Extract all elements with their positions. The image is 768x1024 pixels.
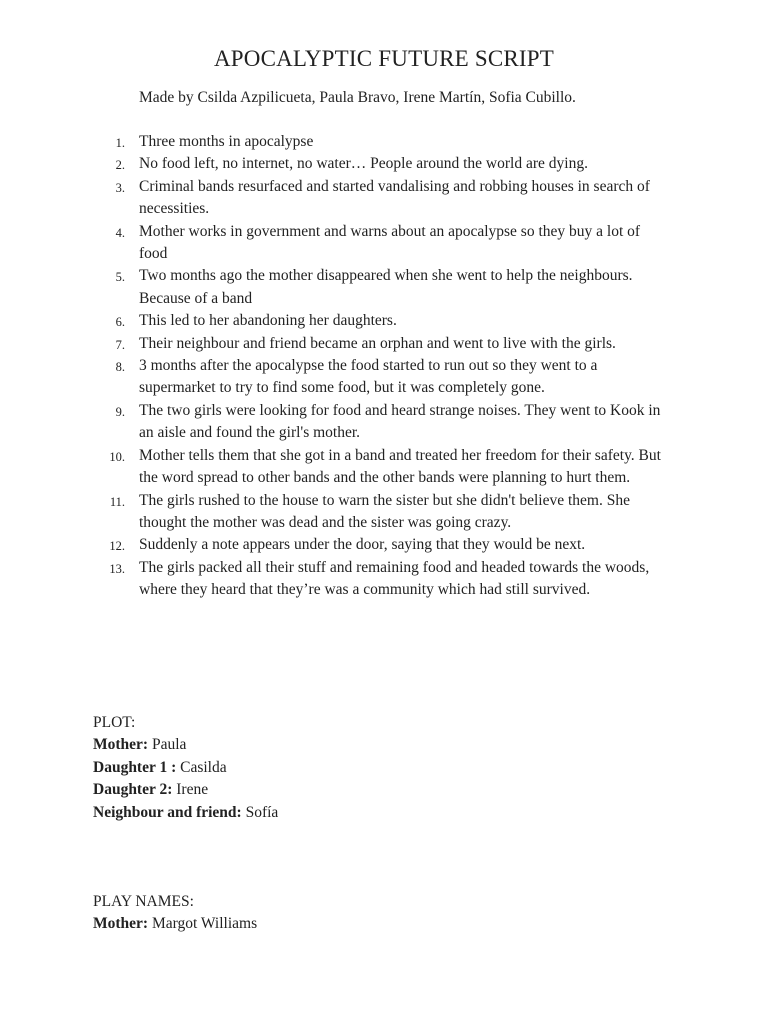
role-value: Paula	[148, 736, 187, 754]
step-text: The girls rushed to the house to warn the sister but she didn't believe them. She thought the mother was dead and the sister was going crazy.	[139, 491, 630, 531]
role-label: Neighbour and friend:	[93, 803, 242, 821]
step-number: 3.	[115, 180, 125, 195]
plot-role	[93, 802, 278, 824]
role-value: Sofía	[241, 803, 279, 821]
story-step	[115, 265, 669, 310]
step-text: Two months ago the mother disappeared when she went to help the neighbours. Because of a band	[139, 267, 633, 307]
story-step	[115, 333, 669, 355]
step-number: 10.	[109, 449, 125, 464]
role-value: Irene	[172, 781, 209, 799]
story-step	[115, 153, 669, 175]
plot-heading: PLOT:	[93, 714, 136, 731]
document-title: APOCALYPTIC FUTURE SCRIPT	[213, 46, 555, 71]
step-text: Criminal bands resurfaced and started vandalising and robbing houses in search of necessities.	[139, 177, 650, 218]
step-number: 12.	[109, 539, 125, 554]
step-text: The two girls were looking for food and heard strange noises. They went to Kook in an aisle and found the girl's mother.	[139, 401, 661, 442]
authors-line: Made by Csilda Azpilicueta, Paula Bravo, Irene Martín, Sofia Cubillo.	[139, 89, 576, 106]
step-number: 6.	[115, 315, 125, 330]
step-text: The girls packed all their stuff and remaining food and headed towards the woods, where they heard that they’re was a community which had still survived.	[139, 558, 650, 599]
play-role	[93, 913, 257, 935]
step-number: 11.	[109, 494, 125, 509]
step-text: Mother works in government and warns about an apocalypse so they buy a lot of food	[139, 222, 641, 263]
story-step	[109, 534, 669, 556]
story-step	[109, 490, 669, 535]
story-step	[115, 131, 669, 153]
story-step	[115, 355, 669, 400]
step-text: 3 months after the apocalypse the food started to run out so they went to a supermarket to try to find some food, but it was completely gone.	[139, 357, 598, 397]
story-step	[115, 310, 669, 332]
step-text: Their neighbour and friend became an orphan and went to live with the girls.	[139, 334, 616, 352]
role-label: Mother:	[93, 736, 149, 754]
role-label: Mother:	[93, 915, 149, 933]
step-number: 2.	[115, 158, 125, 173]
story-step	[115, 221, 669, 266]
role-value: Margot Williams	[148, 915, 258, 933]
story-steps-list	[109, 131, 669, 602]
step-number: 1.	[115, 136, 125, 150]
play-names-section	[93, 891, 257, 936]
step-number: 4.	[115, 225, 125, 240]
step-text: Mother tells them that she got in a band and treated her freedom for their safety. But the word spread to other bands and the other bands were planning to hurt them.	[139, 446, 661, 487]
role-label: Daughter 1 :	[93, 758, 177, 776]
step-text: Three months in apocalypse	[139, 133, 314, 150]
step-number: 13.	[109, 561, 125, 576]
play-names-heading: PLAY NAMES:	[93, 893, 194, 910]
step-text: Suddenly a note appears under the door, saying that they would be next.	[139, 536, 586, 554]
plot-section	[93, 712, 278, 824]
step-text: No food left, no internet, no water… People around the world are dying.	[139, 155, 588, 173]
step-number: 7.	[115, 337, 125, 352]
role-label: Daughter 2:	[93, 781, 173, 799]
story-step	[115, 176, 669, 221]
step-number: 5.	[115, 270, 125, 285]
plot-role	[93, 757, 278, 779]
step-number: 9.	[115, 404, 125, 419]
role-value: Casilda	[176, 758, 227, 776]
story-step	[109, 445, 669, 490]
step-text: This led to her abandoning her daughters.	[139, 312, 397, 330]
story-step	[109, 557, 669, 602]
story-step	[115, 400, 669, 445]
plot-role	[93, 734, 278, 756]
step-number: 8.	[115, 360, 125, 375]
plot-role	[93, 779, 278, 801]
